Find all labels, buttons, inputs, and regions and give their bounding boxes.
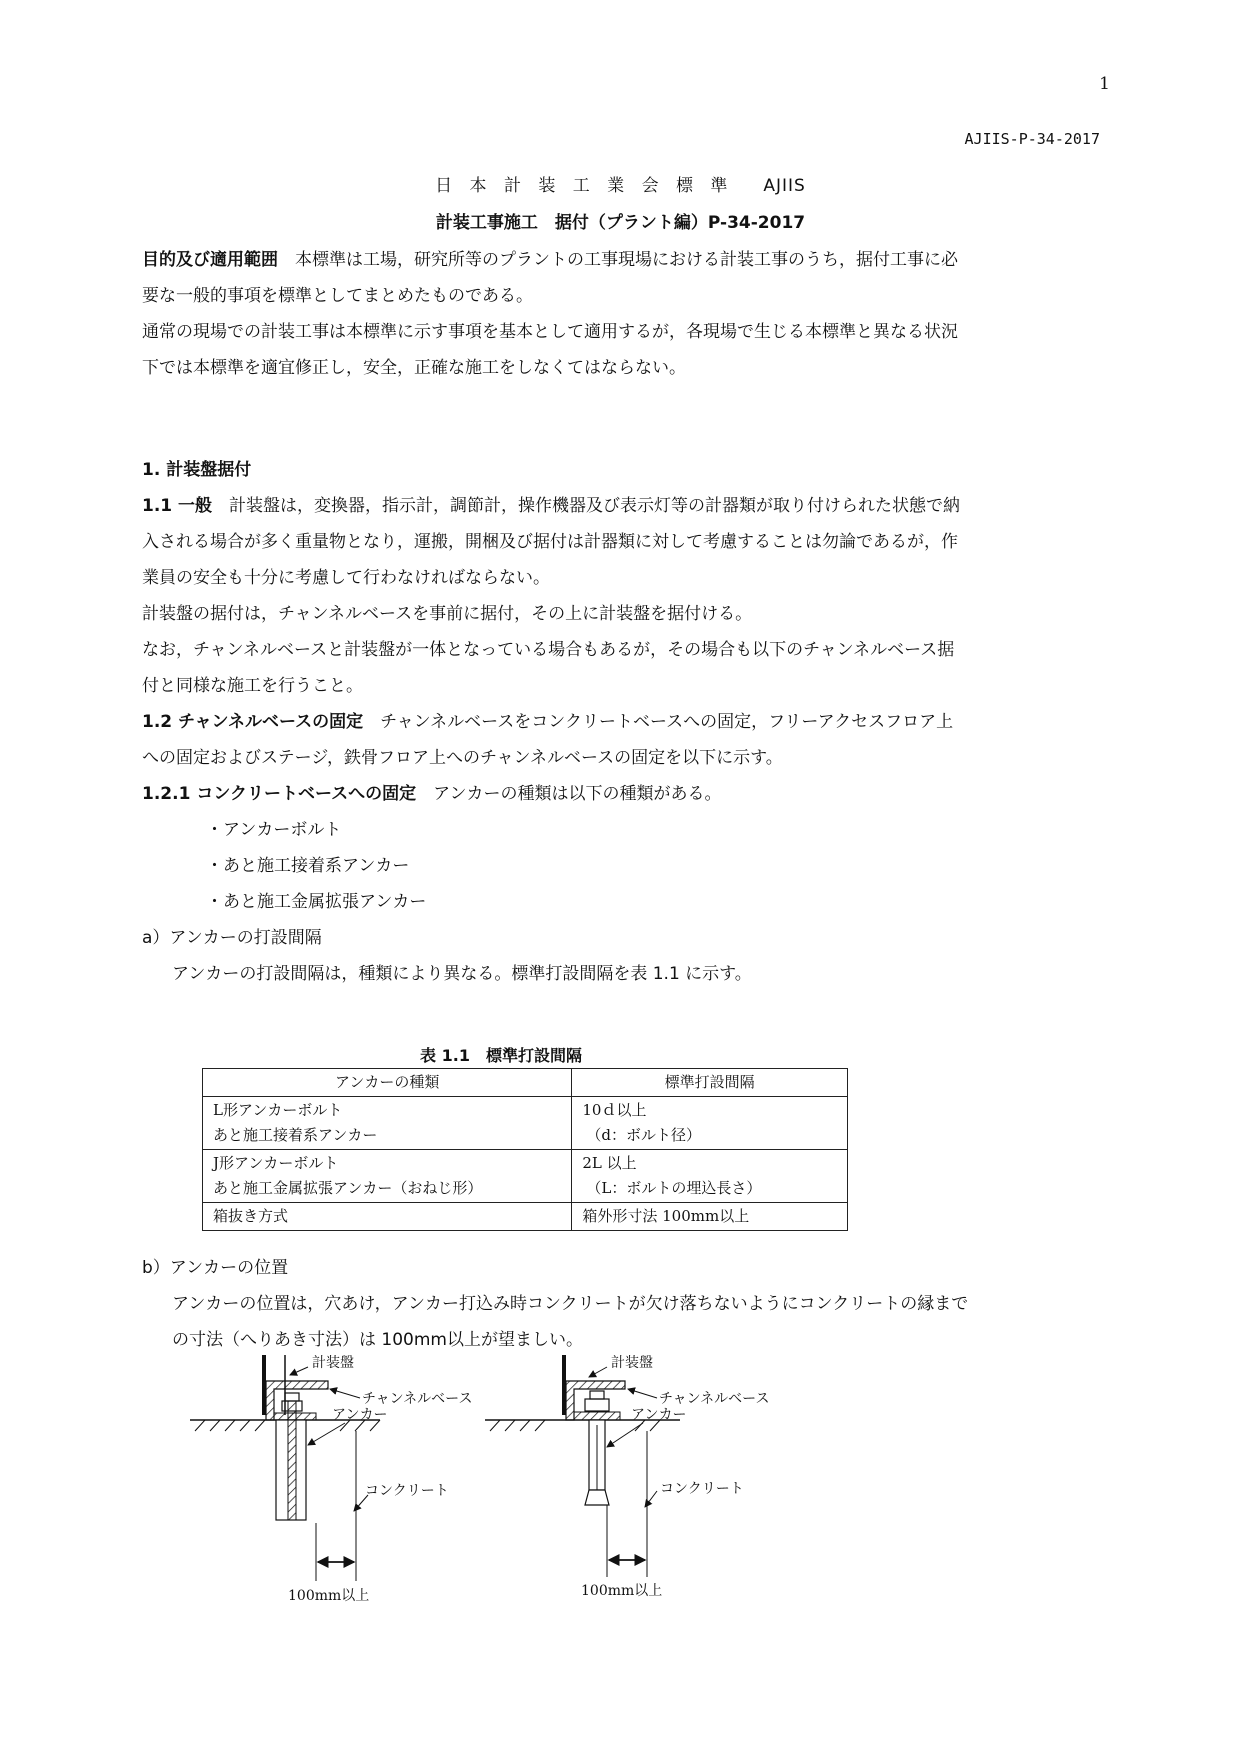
page-number: 1 <box>1099 74 1110 94</box>
cell-line: 10ｄ以上 <box>582 1101 647 1119</box>
standard-code: AJIIS <box>763 176 806 196</box>
cell-line: 2L 以上 <box>582 1154 637 1172</box>
section-1-1-line2: 入される場合が多く重量物となり，運搬，開梱及び据付は計器類に対して考慮することは勿論であるが，作 <box>142 532 958 552</box>
section-1-1-line3: 業員の安全も十分に考慮して行わなければならない。 <box>142 568 550 588</box>
washer <box>574 1412 620 1420</box>
label-anchor: アンカー <box>332 1407 388 1423</box>
cell-line: J形アンカーボルト <box>213 1154 339 1172</box>
bullet-item: ・あと施工接着系アンカー <box>206 856 410 876</box>
anchor-position-figure <box>190 1355 850 1625</box>
cell-line: あと施工金属拡張アンカー（おねじ形） <box>213 1179 483 1197</box>
cell-line: （d：ボルト径） <box>586 1126 701 1144</box>
table-cell <box>203 1150 572 1203</box>
intro-para1-line1: 本標準は工場，研究所等のプラントの工事現場における計装工事のうち，据付工事に必 <box>295 250 958 270</box>
subsection-b-line1: アンカーの位置は，穴あけ，アンカー打込み時コンクリートが欠け落ちないようにコンクリートの縁まで <box>172 1294 969 1314</box>
document-code: AJIIS-P-34-2017 <box>964 130 1100 148</box>
label-dimension: 100mm以上 <box>581 1583 663 1599</box>
document-title: 計装工事施工 据付（プラント編）P-34-2017 <box>435 213 806 233</box>
label-channel-base: チャンネルベース <box>362 1391 473 1407</box>
table-row <box>203 1097 848 1150</box>
cell-line: L形アンカーボルト <box>213 1101 343 1119</box>
section-1-2-1-line1: アンカーの種類は以下の種類がある。 <box>433 784 722 804</box>
nut-top <box>285 1393 299 1401</box>
section-1-1-line1: 計装盤は，変換器，指示計，調節計，操作機器及び表示灯等の計器類が取り付けられた状態で納 <box>229 496 961 516</box>
subsection-a-heading: a）アンカーの打設間隔 <box>142 928 322 948</box>
table-cell <box>572 1150 848 1203</box>
label-concrete: コンクリート <box>660 1481 744 1497</box>
section-1-heading: 1. 計装盤据付 <box>142 460 252 480</box>
label-dimension: 100mm以上 <box>288 1588 370 1604</box>
table-header-cell: 標準打設間隔 <box>572 1069 848 1097</box>
section-1-2-line2: への固定およびステージ，鉄骨フロア上へのチャンネルベースの固定を以下に示す。 <box>142 748 783 768</box>
label-panel: 計装盤 <box>611 1355 653 1371</box>
table-row <box>203 1203 848 1231</box>
section-1-1-line5: なお，チャンネルベースと計装盤が一体となっている場合もあるが，その場合も以下のチャンネルベース据 <box>142 640 955 660</box>
subsection-a-text: アンカーの打設間隔は，種類により異なる。標準打設間隔を表 1.1 に示す。 <box>172 964 752 984</box>
intro-para1-line2: 要な一般的事項を標準としてまとめたものである。 <box>142 286 533 306</box>
section-1-2-line1: チャンネルベースをコンクリートベースへの固定，フリーアクセスフロア上 <box>380 712 954 732</box>
section-1-1-line6: 付と同様な施工を行うこと。 <box>142 676 363 696</box>
table-cell: 箱抜き方式 <box>203 1203 572 1231</box>
label-channel-base: チャンネルベース <box>659 1391 770 1407</box>
intro-section <box>142 242 1097 386</box>
left-diagram <box>190 1355 472 1604</box>
subsection-b <box>142 1250 1097 1358</box>
table-cell: 箱外形寸法 100mm以上 <box>572 1203 848 1231</box>
bullet-item: ・アンカーボルト <box>206 820 342 840</box>
section-1-1-line4: 計装盤の据付は，チャンネルベースを事前に据付，その上に計装盤を据付ける。 <box>142 604 753 624</box>
table-row <box>203 1150 848 1203</box>
cell-line: あと施工接着系アンカー <box>213 1126 378 1144</box>
label-anchor: アンカー <box>631 1407 687 1423</box>
panel-wall <box>262 1355 266 1415</box>
nut-top <box>590 1391 604 1399</box>
cell-line: （L：ボルトの埋込長さ） <box>586 1179 762 1197</box>
anchor-bolt <box>288 1401 296 1520</box>
anchor-tip <box>585 1490 609 1505</box>
label-concrete: コンクリート <box>365 1483 449 1499</box>
section-1-2-heading: 1.2 チャンネルベースの固定 <box>142 712 364 732</box>
table-cell <box>572 1097 848 1150</box>
section-1 <box>142 452 1097 992</box>
nut <box>585 1399 609 1411</box>
table-header-cell: アンカーの種類 <box>203 1069 572 1097</box>
section-1-2-1-heading: 1.2.1 コンクリートベースへの固定 <box>142 784 417 804</box>
label-panel: 計装盤 <box>312 1355 354 1371</box>
standard-org: 日 本 計 装 工 業 会 標 準 <box>435 176 734 196</box>
intro-heading: 目的及び適用範囲 <box>142 250 278 270</box>
table-cell <box>203 1097 572 1150</box>
intro-para2-line2: 下では本標準を適宜修正し，安全，正確な施工をしなくてはならない。 <box>142 358 686 378</box>
subsection-b-heading: b）アンカーの位置 <box>142 1258 289 1278</box>
table-header-row <box>203 1069 848 1097</box>
intro-para2-line1: 通常の現場での計装工事は本標準に示す事項を基本として適用するが，各現場で生じる本標準と異なる状況 <box>142 322 958 342</box>
standard-heading <box>0 171 1241 196</box>
subsection-b-line2: の寸法（へりあき寸法）は 100mm以上が望ましい。 <box>172 1330 583 1350</box>
table-caption: 表 1.1 標準打設間隔 <box>420 1046 582 1065</box>
right-diagram <box>485 1355 769 1599</box>
bullet-item: ・あと施工金属拡張アンカー <box>206 892 427 912</box>
anchor-spacing-table <box>202 1068 848 1231</box>
section-1-1-heading: 1.1 一般 <box>142 496 213 516</box>
